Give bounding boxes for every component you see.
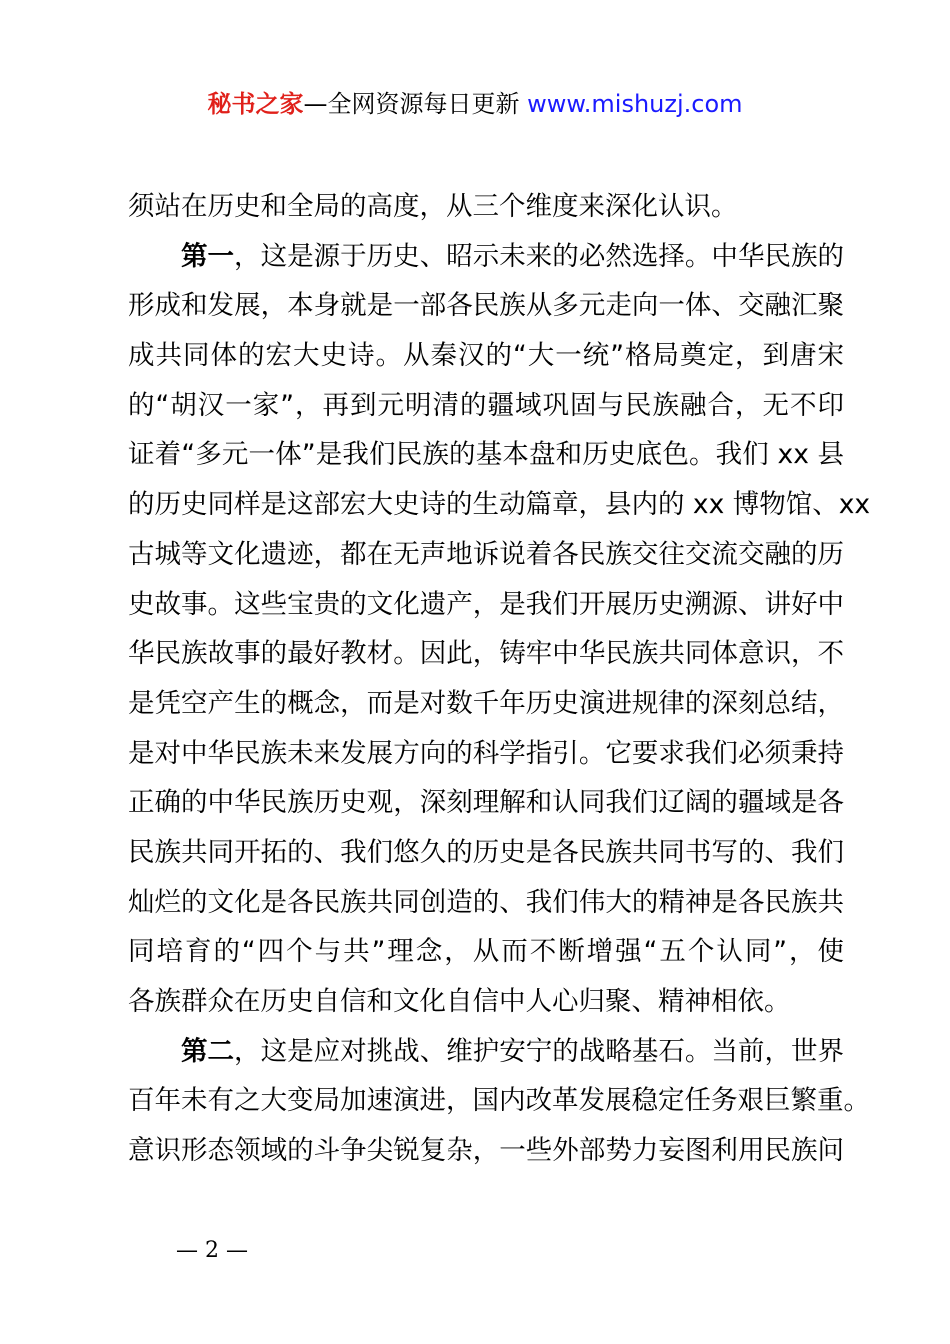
paragraph-first-line [128,1027,844,1077]
text-line: ，这是源于历史、昭示未来的必然选择。中华民族的 [234,240,845,272]
paragraph-first-line [128,232,844,282]
text-line: 须站在历史和全局的高度，从三个维度来深化认识。 [128,191,738,222]
text-line: 华民族故事的最好教材。因此，铸牢中华民族共同体意识，不 [128,638,844,670]
text-line: 是对中华民族未来发展方向的科学指引。它要求我们必须秉持 [128,737,844,769]
text-line: 灿烂的文化是各民族共同创造的、我们伟大的精神是各民族共 [128,886,844,918]
text-line: 同培育的“四个与共”理念，从而不断增强“五个认同”，使 [128,936,844,968]
site-url-link[interactable]: www.mishuzj.com [527,90,743,118]
text-line: 形成和发展，本身就是一部各民族从多元走向一体、交融汇聚 [128,290,844,322]
text-line: ，这是应对挑战、维护安宁的战略基石。当前，世界 [234,1035,845,1067]
text-line: 的“胡汉一家”，再到元明清的疆域巩固与民族融合，无不印 [128,389,844,421]
text-line: 证着“多元一体”是我们民族的基本盘和历史底色。我们 xx 县 [128,439,844,471]
text-line: 各族群众在历史自信和文化自信中人心归聚、精神相依。 [128,986,791,1017]
header-tagline: —全网资源每日更新 [303,90,520,118]
text-line: 史故事。这些宝贵的文化遗产，是我们开展历史溯源、讲好中 [128,588,844,620]
text-line: 是凭空产生的概念，而是对数千年历史演进规律的深刻总结， [128,687,844,719]
paragraph-lead-first: 第一 [181,240,235,272]
text-line: 成共同体的宏大史诗。从秦汉的“大一统”格局奠定，到唐宋 [128,340,844,372]
paragraph-lead-second: 第二 [181,1035,235,1067]
document-body [128,182,871,1176]
text-line: 正确的中华民族历史观，深刻理解和认同我们辽阔的疆域是各 [128,787,844,819]
site-header [0,86,950,122]
page-number: — 2 — [176,1238,248,1263]
text-line: 民族共同开拓的、我们悠久的历史是各民族共同书写的、我们 [128,836,844,868]
text-line: 的历史同样是这部宏大史诗的生动篇章，县内的 xx 博物馆、xx [128,489,871,521]
text-line: 古城等文化遗迹，都在无声地诉说着各民族交往交流交融的历 [128,538,844,570]
text-line: 意识形态领域的斗争尖锐复杂，一些外部势力妄图利用民族问 [128,1135,844,1167]
brand-name: 秘书之家 [207,90,304,118]
text-line: 百年未有之大变局加速演进，国内改革发展稳定任务艰巨繁重。 [128,1085,870,1117]
